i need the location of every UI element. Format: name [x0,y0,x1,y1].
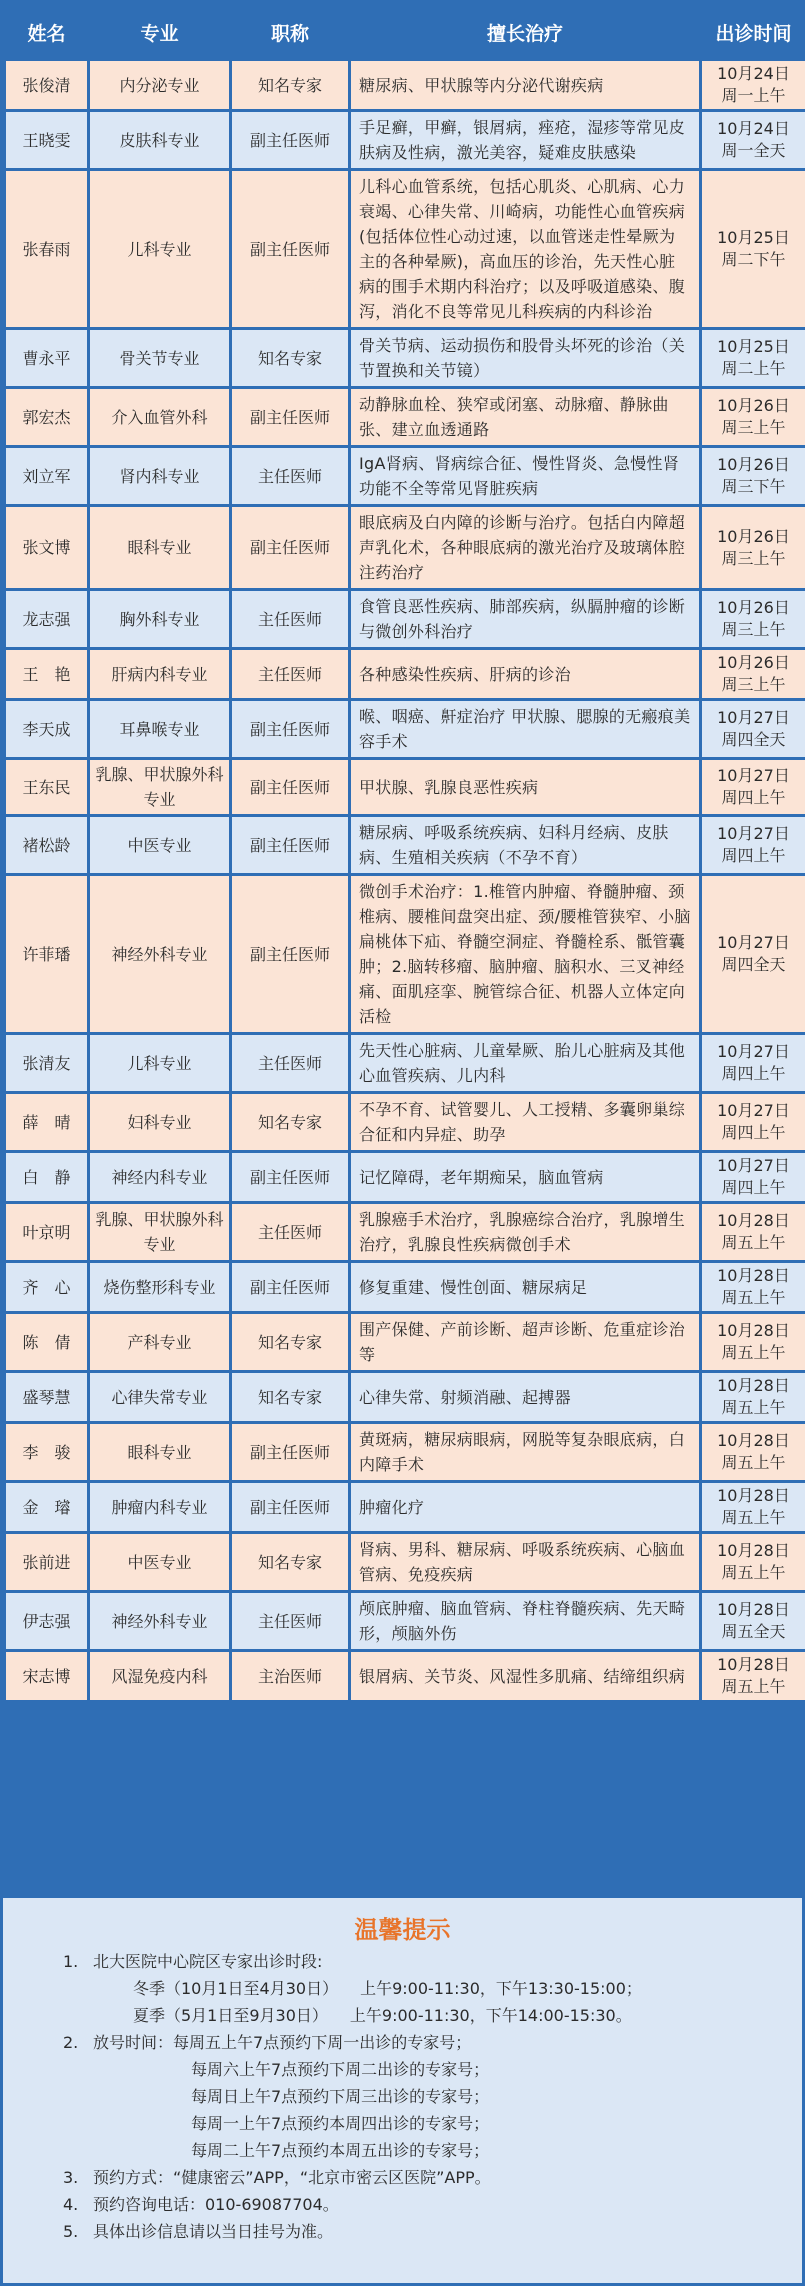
department: 儿科专业 [90,171,229,327]
specialty: IgA肾病、肾病综合征、慢性肾炎、急慢性肾功能不全等常见肾脏疾病 [351,448,699,504]
clinic-date: 10月25日 [717,337,790,356]
department: 内分泌专业 [90,61,229,109]
professional-title: 主任医师 [232,650,348,698]
clinic-session: 周四全天 [721,730,786,749]
clinic-date: 10月26日 [717,598,790,617]
table-row [6,61,805,109]
specialty: 糖尿病、呼吸系统疾病、妇科月经病、皮肤病、生殖相关疾病（不孕不育） [351,817,699,873]
tips-panel [3,1898,802,2283]
professional-title: 知名专家 [232,1373,348,1421]
professional-title: 副主任医师 [232,507,348,588]
clinic-date: 10月27日 [717,708,790,727]
department: 眼科专业 [90,507,229,588]
table-row [6,1652,805,1700]
clinic-session: 周四上午 [721,788,786,807]
booking-line: 每周日上午7点预约下周三出诊的专家号； [191,2087,490,2106]
clinic-date: 10月26日 [717,396,790,415]
doctor-name: 郭宏杰 [6,389,87,445]
specialty: 黄斑病，糖尿病眼病，网脱等复杂眼底病，白内障手术 [351,1424,699,1480]
tip-number: 3. [63,2168,79,2187]
specialty: 围产保健、产前诊断、超声诊断、危重症诊治等 [351,1314,699,1370]
tip-item [3,2191,802,2218]
clinic-time [702,1263,805,1311]
clinic-time [702,1094,805,1150]
clinic-date: 10月27日 [717,766,790,785]
clinic-date: 10月28日 [717,1431,790,1450]
clinic-date: 10月28日 [717,1655,790,1674]
department: 肝病内科专业 [90,650,229,698]
booking-line: 每周一上午7点预约本周四出诊的专家号； [191,2114,490,2133]
table-body [6,61,805,1700]
specialty: 糖尿病、甲状腺等内分泌代谢疾病 [351,61,699,109]
doctor-name: 褚松龄 [6,817,87,873]
doctor-name: 王 艳 [6,650,87,698]
clinic-time [702,1035,805,1091]
department: 介入血管外科 [90,389,229,445]
department: 神经内科专业 [90,1153,229,1201]
clinic-time [702,1652,805,1700]
clinic-time [702,1204,805,1260]
doctor-name: 王晓雯 [6,112,87,168]
table-row [6,330,805,386]
department: 风湿免疫内科 [90,1652,229,1700]
clinic-date: 10月27日 [717,1042,790,1061]
department: 心律失常专业 [90,1373,229,1421]
clinic-time [702,1314,805,1370]
clinic-time [702,701,805,757]
clinic-time [702,1373,805,1421]
department: 骨关节专业 [90,330,229,386]
clinic-date: 10月24日 [717,64,790,83]
professional-title: 副主任医师 [232,112,348,168]
header-name: 姓名 [6,6,87,58]
clinic-date: 10月24日 [717,119,790,138]
clinic-session: 周三上午 [721,548,786,568]
table-row [6,1593,805,1649]
clinic-time [702,760,805,814]
table-row [6,171,805,327]
tip-number: 4. [63,2195,79,2214]
professional-title: 副主任医师 [232,171,348,327]
professional-title: 知名专家 [232,1094,348,1150]
clinic-session: 周五上午 [721,1288,786,1307]
summer-pm: 下午14:00-15:30。 [485,2006,632,2025]
clinic-time [702,448,805,504]
specialty: 眼底病及白内障的诊断与治疗。包括白内障超声乳化术，各种眼底病的激光治疗及玻璃体腔注药治疗 [351,507,699,588]
winter-pm: 下午13:30-15:00； [495,1979,642,1998]
department: 中医专业 [90,817,229,873]
doctor-name: 白 静 [6,1153,87,1201]
clinic-date: 10月26日 [717,526,790,546]
doctor-name: 张清友 [6,1035,87,1091]
clinic-session: 周四上午 [721,1123,786,1142]
table-row [6,507,805,588]
winter-am: 上午9:00-11:30， [360,1979,496,1998]
department: 妇科专业 [90,1094,229,1150]
department: 产科专业 [90,1314,229,1370]
booking-line: 每周二上午7点预约本周五出诊的专家号； [191,2141,490,2160]
department: 眼科专业 [90,1424,229,1480]
department: 中医专业 [90,1534,229,1590]
clinic-session: 周四上午 [721,1178,786,1197]
doctor-name: 宋志博 [6,1652,87,1700]
schedule-table [3,3,805,1703]
tip-item [3,1948,802,1975]
clinic-time [702,61,805,109]
specialty: 各种感染性疾病、肝病的诊治 [351,650,699,698]
clinic-session: 周四上午 [721,846,786,865]
table-row [6,112,805,168]
clinic-session: 周五全天 [721,1622,786,1641]
tip-text: 具体出诊信息请以当日挂号为准。 [93,2222,334,2241]
tip-item [3,2164,802,2191]
doctor-name: 张春雨 [6,171,87,327]
department: 乳腺、甲状腺外科专业 [90,1204,229,1260]
department: 皮肤科专业 [90,112,229,168]
clinic-session: 周二上午 [721,359,786,378]
tip-text: 放号时间： [93,2033,174,2052]
clinic-date: 10月25日 [717,228,790,247]
header-specialty: 擅长治疗 [351,6,699,58]
clinic-time [702,817,805,873]
professional-title: 主任医师 [232,448,348,504]
table-row [6,1314,805,1370]
table-row [6,1263,805,1311]
clinic-session: 周一全天 [721,141,786,160]
clinic-time [702,1424,805,1480]
clinic-session: 周三上午 [721,675,786,694]
clinic-session: 周三上午 [721,620,786,639]
clinic-session: 周三下午 [721,477,786,496]
doctor-name: 叶京明 [6,1204,87,1260]
table-row [6,650,805,698]
clinic-date: 10月27日 [717,1101,790,1120]
clinic-date: 10月28日 [717,1486,790,1505]
professional-title: 副主任医师 [232,876,348,1032]
specialty: 骨关节病、运动损伤和股骨头坏死的诊治（关节置换和关节镜） [351,330,699,386]
clinic-date: 10月28日 [717,1376,790,1395]
clinic-time [702,650,805,698]
tip-number: 5. [63,2222,79,2241]
table-row [6,1534,805,1590]
doctor-name: 许菲璠 [6,876,87,1032]
clinic-session: 周四上午 [721,1064,786,1083]
specialty: 动静脉血栓、狭窄或闭塞、动脉瘤、静脉曲张、建立血透通路 [351,389,699,445]
professional-title: 副主任医师 [232,1263,348,1311]
table-row [6,1153,805,1201]
professional-title: 副主任医师 [232,1424,348,1480]
clinic-time [702,112,805,168]
doctor-name: 齐 心 [6,1263,87,1311]
doctor-name: 张俊清 [6,61,87,109]
table-row [6,389,805,445]
professional-title: 知名专家 [232,1314,348,1370]
specialty: 食管良恶性疾病、肺部疾病，纵膈肿瘤的诊断与微创外科治疗 [351,591,699,647]
specialty: 喉、咽癌、鼾症治疗 甲状腺、腮腺的无瘢痕美容手术 [351,701,699,757]
header-title: 职称 [232,6,348,58]
doctor-name: 王东民 [6,760,87,814]
professional-title: 主任医师 [232,1204,348,1260]
tips-title: 温馨提示 [354,1916,451,1944]
specialty: 甲状腺、乳腺良恶性疾病 [351,760,699,814]
clinic-session: 周四全天 [721,955,786,974]
table-row [6,1204,805,1260]
specialty: 肿瘤化疗 [351,1483,699,1531]
clinic-session: 周五上午 [721,1677,786,1696]
booking-line: 每周五上午7点预约下周一出诊的专家号； [173,2033,472,2052]
department: 肿瘤内科专业 [90,1483,229,1531]
tip-text: 北大医院中心院区专家出诊时段: [93,1952,323,1971]
professional-title: 主治医师 [232,1652,348,1700]
specialty: 颅底肿瘤、脑血管病、脊柱脊髓疾病、先天畸形，颅脑外伤 [351,1593,699,1649]
doctor-name: 李天成 [6,701,87,757]
summer-label: 夏季（5月1日至9月30日） [133,2006,328,2025]
specialty: 不孕不育、试管婴儿、人工授精、多囊卵巢综合征和内异症、助孕 [351,1094,699,1150]
doctor-name: 刘立军 [6,448,87,504]
specialty: 乳腺癌手术治疗，乳腺癌综合治疗，乳腺增生治疗，乳腺良性疾病微创手术 [351,1204,699,1260]
clinic-session: 周五上午 [721,1398,786,1417]
doctor-name: 盛琴慧 [6,1373,87,1421]
clinic-time [702,876,805,1032]
clinic-date: 10月26日 [717,455,790,474]
table-row [6,591,805,647]
clinic-session: 周五上午 [721,1343,786,1362]
clinic-date: 10月27日 [717,824,790,843]
clinic-session: 周一上午 [721,86,786,105]
tip-number: 2. [63,2033,79,2052]
department: 肾内科专业 [90,448,229,504]
clinic-time [702,1593,805,1649]
header-department: 专业 [90,6,229,58]
clinic-time [702,330,805,386]
clinic-time [702,1483,805,1531]
booking-line: 每周六上午7点预约下周二出诊的专家号； [191,2060,490,2079]
department: 耳鼻喉专业 [90,701,229,757]
professional-title: 副主任医师 [232,1153,348,1201]
specialty: 修复重建、慢性创面、糖尿病足 [351,1263,699,1311]
specialty: 记忆障碍，老年期痴呆，脑血管病 [351,1153,699,1201]
table-row [6,1483,805,1531]
clinic-session: 周五上午 [721,1453,786,1472]
clinic-time [702,171,805,327]
clinic-date: 10月28日 [717,1541,790,1560]
clinic-date: 10月26日 [717,653,790,672]
department: 乳腺、甲状腺外科专业 [90,760,229,814]
doctor-name: 李 骏 [6,1424,87,1480]
table-row [6,701,805,757]
tip-item [3,2218,802,2245]
clinic-time [702,1534,805,1590]
table-row [6,1094,805,1150]
doctor-name: 张文博 [6,507,87,588]
specialty: 银屑病、关节炎、风湿性多肌痛、结缔组织病 [351,1652,699,1700]
specialty: 微创手术治疗：1.椎管内肿瘤、脊髓肿瘤、颈椎病、腰椎间盘突出症、颈/腰椎管狭窄、小脑扁桃体下疝、脊髓空洞症、脊髓栓系、骶管囊肿；2.脑转移瘤、脑肿瘤、脑积水、三叉神经痛、面肌痉挛、腕管综合征、机器人立体定向活检 [351,876,699,1032]
clinic-session: 周五上午 [721,1233,786,1252]
tip-subline [3,2002,802,2029]
table-row [6,1373,805,1421]
tip-item [3,2029,802,2056]
tip-number: 1. [63,1952,79,1971]
professional-title: 副主任医师 [232,817,348,873]
clinic-session: 周五上午 [721,1508,786,1527]
table-row [6,1035,805,1091]
table-row [6,760,805,814]
tip-text: 预约方式：“健康密云”APP，“北京市密云区医院”APP。 [93,2168,491,2187]
specialty: 先天性心脏病、儿童晕厥、胎儿心脏病及其他心血管疾病、儿内科 [351,1035,699,1091]
clinic-session: 周五上午 [721,1563,786,1582]
clinic-session: 周三上午 [721,418,786,437]
clinic-time [702,389,805,445]
summer-am: 上午9:00-11:30， [349,2006,486,2025]
clinic-date: 10月28日 [717,1266,790,1285]
professional-title: 知名专家 [232,1534,348,1590]
specialty: 手足癣，甲癣，银屑病，痤疮，湿疹等常见皮肤病及性病，激光美容，疑难皮肤感染 [351,112,699,168]
clinic-date: 10月28日 [717,1321,790,1340]
department: 烧伤整形科专业 [90,1263,229,1311]
professional-title: 副主任医师 [232,389,348,445]
professional-title: 知名专家 [232,330,348,386]
doctor-name: 龙志强 [6,591,87,647]
tip-text: 预约咨询电话：010-69087704。 [93,2195,339,2214]
department: 神经外科专业 [90,876,229,1032]
clinic-time [702,591,805,647]
table-row [6,876,805,1032]
specialty: 心律失常、射频消融、起搏器 [351,1373,699,1421]
clinic-date: 10月27日 [717,933,790,952]
winter-label: 冬季（10月1日至4月30日） [133,1979,339,1998]
tip-subline [3,1975,802,2002]
professional-title: 副主任医师 [232,1483,348,1531]
professional-title: 主任医师 [232,591,348,647]
header-clinic-time: 出诊时间 [702,6,805,58]
clinic-date: 10月28日 [717,1600,790,1619]
professional-title: 副主任医师 [232,701,348,757]
department: 胸外科专业 [90,591,229,647]
specialty: 肾病、男科、糖尿病、呼吸系统疾病、心脑血管病、免疫疾病 [351,1534,699,1590]
professional-title: 主任医师 [232,1593,348,1649]
doctor-name: 张前进 [6,1534,87,1590]
professional-title: 副主任医师 [232,760,348,814]
tips-list [3,1948,802,2245]
clinic-session: 周二下午 [721,250,786,269]
clinic-date: 10月27日 [717,1156,790,1175]
doctor-name: 曹永平 [6,330,87,386]
clinic-time [702,507,805,588]
table-row [6,448,805,504]
table-row [6,817,805,873]
table-header-row [6,6,805,58]
professional-title: 主任医师 [232,1035,348,1091]
clinic-time [702,1153,805,1201]
clinic-date: 10月28日 [717,1211,790,1230]
specialty: 儿科心血管系统，包括心肌炎、心肌病、心力衰竭、心律失常、川崎病，功能性心血管疾病(包括体位性心动过速，以血管迷走性晕厥为主的各种晕厥)，高血压的诊治，先天性心脏病的围手术期内科治疗；以及呼吸道感染、腹泻，消化不良等常见儿科疾病的内科诊治 [351,171,699,327]
doctor-name: 伊志强 [6,1593,87,1649]
table-row [6,1424,805,1480]
doctor-name: 薛 晴 [6,1094,87,1150]
department: 儿科专业 [90,1035,229,1091]
doctor-name: 金 璿 [6,1483,87,1531]
professional-title: 知名专家 [232,61,348,109]
department: 神经外科专业 [90,1593,229,1649]
doctor-name: 陈 倩 [6,1314,87,1370]
